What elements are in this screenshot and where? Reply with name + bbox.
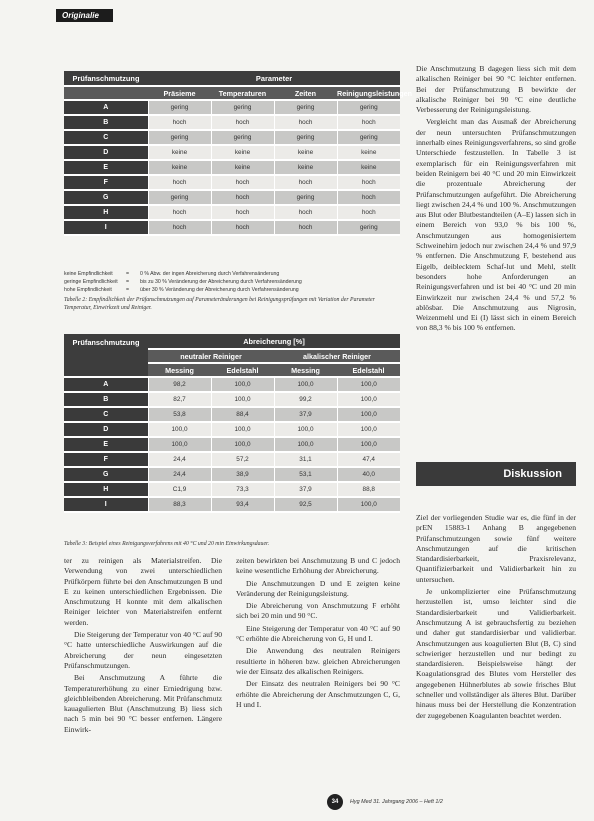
paragraph: Die Anschmutzungen D und E zeigten keine Veränderung der Reinigungsleistung. (236, 578, 400, 598)
row-label: F (64, 452, 148, 467)
paragraph: Vergleicht man das Ausmaß der Abreicherung der neun untersuchten Prüfanschmutzungen innerhalb eines Reinigungsverfahrens, so sind große Unterschiede festzustellen. In Tabelle 3 ist exemplarisch für ein Reinigungsverfahren mit beiden Reinigern bei 40 °C und 20 min Einwirkzeit die prozentuale Abreicherung der Prüfanschmutzungen aufgeführt. Die Abreicherung liegt zwischen 24,4 % und 100 %. Anschmutzungen aus Blut oder Blutbestandteilen (A–E) lassen sich in einem Bereich von 93,0 % bis 100 %, Anschmutzungen aus homogenisiertem Schweinehirn jedoch nur zwischen 24,4 % und 97,9 % entfernen. Die Anschmutzung F, bestehend aus Eigelb, deiblecktem Schaf-lut und Mehl, stellt besonders hohe Anforderungen an Reinigungsverfahren und ist bei 40 °C und 20 min Einwirkzeit nur zwischen 24,4 % und 57,2 % ablösbar. Die Anschmutzung aus Nigrosin, Weizenmehl und Ei (I) lässt sich in einem Bereich von 88,3 % bis 100 % entfernen. (416, 117, 576, 333)
table-cell: hoch (148, 175, 211, 190)
table-row (64, 145, 400, 160)
table-cell: 53,8 (148, 407, 211, 422)
table-cell: 53,1 (274, 467, 337, 482)
table-row (64, 392, 400, 407)
table2-group-header-left: Prüfanschmutzung (64, 334, 148, 377)
row-label: H (64, 482, 148, 497)
table2-caption: Tabelle 3: Beispiel eines Reinigungsverfahrens mit 40 °C und 20 min Einwirkungsdauer. (64, 541, 270, 547)
table1-column-header: Präsieme (148, 86, 211, 100)
table-cell: hoch (148, 205, 211, 220)
table-row (64, 100, 400, 115)
table2-subheader-alkaline: alkalischer Reiniger (274, 349, 400, 363)
table-cell: 82,7 (148, 392, 211, 407)
table-row (64, 467, 400, 482)
table-cell: 100,0 (337, 392, 400, 407)
table-row (64, 482, 400, 497)
table-row (64, 497, 400, 512)
table1-column-header: Reinigungsleistungen (337, 86, 400, 100)
row-label: G (64, 467, 148, 482)
table-cell: 92,5 (274, 497, 337, 512)
table2-body (64, 377, 400, 512)
row-label: H (64, 205, 148, 220)
table-cell: hoch (211, 175, 274, 190)
table-cell: 37,9 (274, 407, 337, 422)
table-cell: 100,0 (211, 377, 274, 392)
row-label: A (64, 377, 148, 392)
section-tag: Originalie (56, 9, 113, 22)
table-cell: 100,0 (274, 422, 337, 437)
table-row (64, 220, 400, 235)
row-label: F (64, 175, 148, 190)
table-cell: 93,4 (211, 497, 274, 512)
row-label: B (64, 115, 148, 130)
diskussion-heading: Diskussion (416, 462, 576, 486)
table-cell: gering (211, 100, 274, 115)
row-label: D (64, 422, 148, 437)
table-row (64, 437, 400, 452)
table-cell: hoch (148, 220, 211, 235)
table-row (64, 452, 400, 467)
text-column-right-top (416, 64, 576, 336)
table-cell: hoch (337, 190, 400, 205)
table-cell: 24,4 (148, 467, 211, 482)
legend-text: 0 % Abw. der ingen Abreicherung durch Verfahrensänderung (140, 271, 280, 277)
paragraph: Ziel der vorliegenden Studie war es, die fünf in der prEN 15883-1 Anhang B angegebenen Prüfanschmutzungen sowie fünf weitere Anschmutzungen auf die kritischen Standardisierbarkeit, Praxisrelevanz, Quantifizierbarkeit und Validierbarkeit hin zu untersuchen. (416, 513, 576, 584)
text-column-right-bottom (416, 513, 576, 723)
table-row (64, 205, 400, 220)
table1-column-header: Temperaturen (211, 86, 274, 100)
table-cell: 100,0 (337, 422, 400, 437)
legend-key: keine Empfindlichkeit (64, 271, 113, 277)
row-label: G (64, 190, 148, 205)
table-row (64, 115, 400, 130)
table-cell: keine (148, 160, 211, 175)
table-cell: 100,0 (337, 377, 400, 392)
sensitivity-table (64, 71, 413, 236)
legend-sep: = (126, 271, 130, 277)
row-label: C (64, 130, 148, 145)
table2-column-header: Edelstahl (211, 363, 274, 377)
row-label: E (64, 437, 148, 452)
row-label: A (64, 100, 148, 115)
table-cell: hoch (148, 115, 211, 130)
row-label: D (64, 145, 148, 160)
table1-legend (64, 270, 400, 294)
paragraph: Eine Steigerung der Temperatur von 40 °C auf 90 °C erhöhte die Abreicherung von G, H und I. (236, 623, 400, 644)
table-cell: keine (211, 160, 274, 175)
table-cell: hoch (274, 115, 337, 130)
table1-group-header-left: Prüfanschmutzung (64, 71, 148, 86)
table-cell: gering (337, 100, 400, 115)
legend-text: über 30 % Veränderung der Abreicherung durch Verfahrensänderung (140, 287, 299, 293)
table-cell: 100,0 (211, 437, 274, 452)
text-column-left (64, 556, 222, 737)
table-cell: 100,0 (211, 392, 274, 407)
paragraph: ter zu reinigen als Materialstreifen. Die Verwendung von zwei unterschiedlichen Prüfkörpern führte bei den Anschmutzungen B und E zu keinen unterschiedlichen Ergebnissen. Die Anschmutzung H konnte mit dem alkalischen Reiniger leichter von Materialstreifen entfernt werden. (64, 556, 222, 627)
table2-group-header-right: Abreicherung [%] (148, 334, 400, 349)
paragraph: Je unkomplizierter eine Prüfanschmutzung herzustellen ist, umso leichter sind die Standardisierbarkeit und Validierbarkeit. Anschmutzung A ist gebrauchsfertig zu beziehen und daher gut standardisierbar und validierbar. Anschmutzungen aus koagulierten Blut (B, C) sind schwieriger herzustellen und nur bedingt zu standardisieren. Beispielsweise hängt der Koagulationsgrad des Blutes vom Hersteller des angegebenen Hühnerblutes ab sowie frisches Blut schneller und vollständiger als älteres Blut. Darüber hinaus muss bei der Herstellung die Konzentration der zugegebenen Koagulanten beachtet werden. (416, 587, 576, 720)
legend-key: hohe Empfindlichkeit (64, 287, 112, 293)
table-cell: 57,2 (211, 452, 274, 467)
row-label: I (64, 497, 148, 512)
legend-row (64, 286, 400, 294)
table-cell: gering (211, 130, 274, 145)
table-cell: 98,2 (148, 377, 211, 392)
table-row (64, 175, 400, 190)
table-cell: 100,0 (148, 422, 211, 437)
table-cell: 88,3 (148, 497, 211, 512)
table-cell: 24,4 (148, 452, 211, 467)
table-cell: gering (148, 190, 211, 205)
table-cell: 88,8 (337, 482, 400, 497)
table-cell: hoch (211, 115, 274, 130)
paragraph: Die Anwendung des neutralen Reinigers resultierte in höheren bzw. gleichen Abreicherungen wie der Einsatz des alkalischen Reinigers. (236, 646, 400, 676)
paragraph: Die Abreicherung von Anschmutzung F erhöht sich bei 20 min und 90 °C. (236, 601, 400, 621)
table-cell: 100,0 (211, 422, 274, 437)
legend-sep: = (126, 279, 130, 285)
table-row (64, 377, 400, 392)
table-cell: gering (274, 190, 337, 205)
paragraph: Die Anschmutzung B dagegen liess sich mit dem alkalischen Reiniger bei 90 °C leichter entfernen. Bei der Prüfanschmutzung B bewirkte der alkalische Reiniger bei 90 °C eine deutliche Verbesserung der Reinigungsleistung. (416, 64, 576, 115)
row-label: E (64, 160, 148, 175)
table-cell: 40,0 (337, 467, 400, 482)
table-cell: 38,9 (211, 467, 274, 482)
table2-column-header: Messing (148, 363, 211, 377)
table-cell: 31,1 (274, 452, 337, 467)
table-cell: hoch (211, 205, 274, 220)
text-column-middle (236, 556, 400, 712)
table-cell: hoch (274, 220, 337, 235)
table-cell: hoch (337, 175, 400, 190)
legend-text: bis zu 30 % Veränderung der Abreicherung durch Verfahrensänderung (140, 279, 302, 285)
table-cell: 100,0 (148, 437, 211, 452)
table-row (64, 407, 400, 422)
table-cell: 100,0 (337, 407, 400, 422)
table-cell: hoch (337, 115, 400, 130)
row-label: B (64, 392, 148, 407)
table-cell: 99,2 (274, 392, 337, 407)
table-cell: hoch (274, 175, 337, 190)
legend-sep: = (126, 287, 130, 293)
table-cell: 73,3 (211, 482, 274, 497)
table-row (64, 190, 400, 205)
table-cell: 100,0 (274, 437, 337, 452)
row-label: I (64, 220, 148, 235)
table1-body (64, 100, 400, 235)
table-cell: hoch (211, 220, 274, 235)
table-cell: gering (148, 100, 211, 115)
table1-column-header: Zeiten (274, 86, 337, 100)
legend-row (64, 278, 400, 286)
table-cell: hoch (211, 190, 274, 205)
table-cell: 100,0 (337, 437, 400, 452)
paragraph: zeiten bewirkten bei Anschmutzung B und C jedoch keine wesentliche Erhöhung der Abreicherung. (236, 556, 400, 576)
table-cell: keine (337, 160, 400, 175)
table-cell: keine (274, 145, 337, 160)
table-cell: hoch (337, 205, 400, 220)
table-cell: gering (274, 100, 337, 115)
table1-group-header-right: Parameter (148, 71, 400, 86)
table2-column-header: Edelstahl (337, 363, 400, 377)
paragraph: Bei Anschmutzung A führte die Temperaturerhöhung zu einer Erniedrigung bzw. gleichbleibenden Abreicherung. Mit Prüfanschmutz kauagulierten Blut (Anschmutzung B) liess sich nach 5 min bei 90 °C besser entfernen. Längere Einwirk- (64, 673, 222, 734)
row-label: C (64, 407, 148, 422)
table-cell: 100,0 (274, 377, 337, 392)
table-row (64, 160, 400, 175)
table-cell: keine (211, 145, 274, 160)
legend-row (64, 270, 400, 278)
table-row (64, 130, 400, 145)
page-number: 34 (327, 794, 343, 810)
table-cell: keine (148, 145, 211, 160)
abreicherung-table (64, 334, 400, 513)
table-row (64, 422, 400, 437)
table2-column-header: Messing (274, 363, 337, 377)
paragraph: Die Steigerung der Temperatur von 40 °C auf 90 °C hatte unterschiedliche Auswirkungen auf die Abreicherung der neun eingesetzten Prüfanschmutzungen. (64, 630, 222, 670)
table-cell: 100,0 (337, 497, 400, 512)
table-cell: hoch (274, 205, 337, 220)
table-cell: keine (274, 160, 337, 175)
table-cell: gering (148, 130, 211, 145)
table-cell: gering (337, 220, 400, 235)
journal-footer: Hyg Med 31. Jahrgang 2006 – Heft 1/2 (350, 799, 443, 805)
table-cell: gering (337, 130, 400, 145)
table1-caption: Tabelle 2: Empfindlichkeit der Prüfanschmutzungen auf Parameteränderungen bei Reinigungsprüfungen mit Variation der Parameter Temperatur, Einwirkzeit und Reiniger. (64, 297, 375, 311)
legend-key: geringe Empfindlichkeit (64, 279, 118, 285)
table-cell: keine (337, 145, 400, 160)
table-cell: gering (274, 130, 337, 145)
table-cell: C1,9 (148, 482, 211, 497)
table-cell: 88,4 (211, 407, 274, 422)
table-cell: 37,9 (274, 482, 337, 497)
paragraph: Der Einsatz des neutralen Reinigers bei 90 °C erhöhte die Abreicherung der Anschmutzungen C, G, H und I. (236, 679, 400, 709)
table-cell: 47,4 (337, 452, 400, 467)
table2-subheader-neutral: neutraler Reiniger (148, 349, 274, 363)
table1-header-spacer (64, 86, 148, 100)
